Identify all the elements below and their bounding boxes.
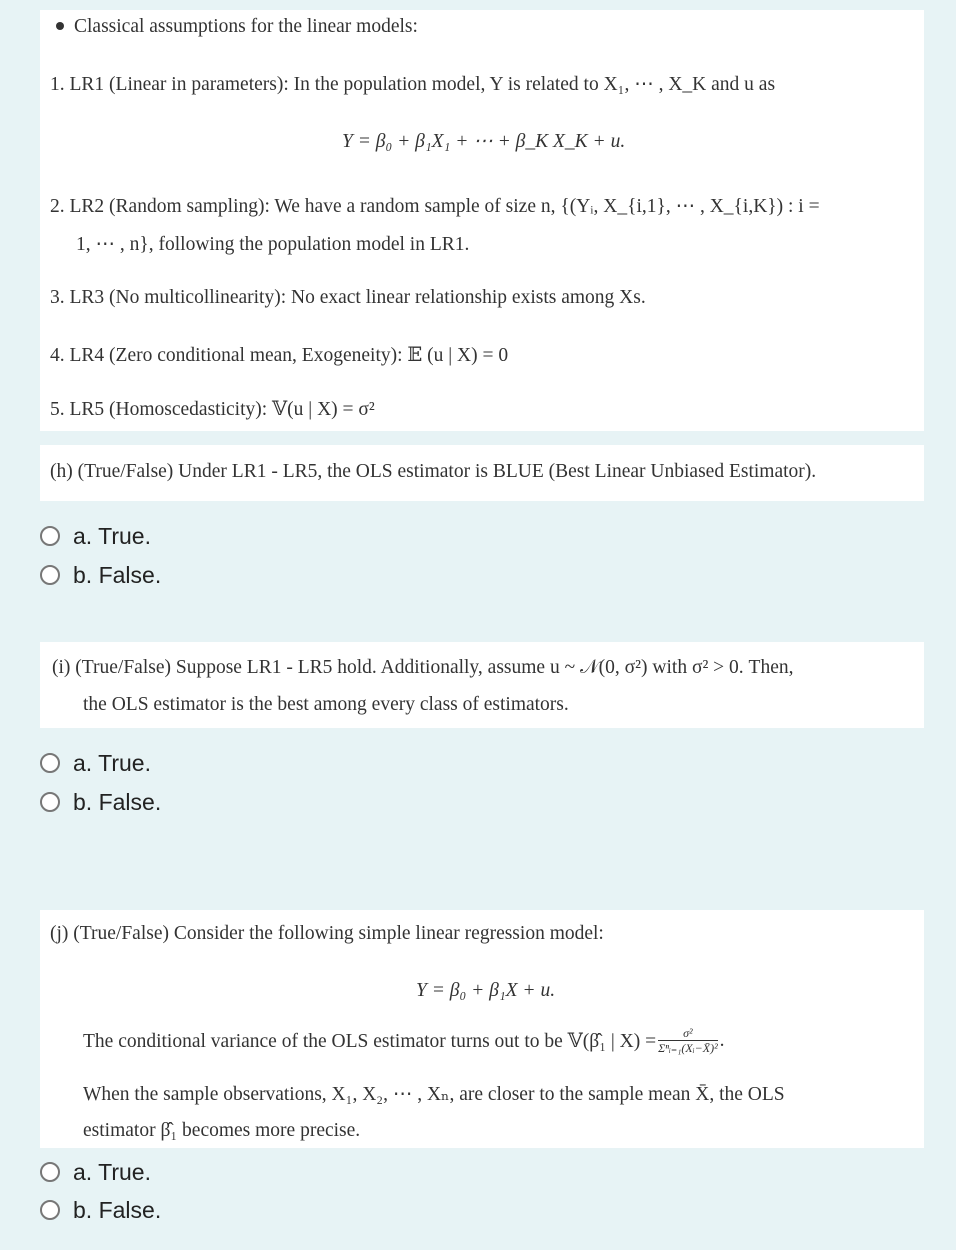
option-label: b. False. xyxy=(73,1196,162,1223)
question-j-line3: When the sample observations, X₁, X₂, ⋯ , Xₙ, are closer to the sample mean X̄, the OLS xyxy=(83,1084,785,1105)
lr3-item xyxy=(50,287,646,309)
question-j-variance-line xyxy=(83,1027,725,1054)
option-label: a. True. xyxy=(73,749,151,776)
lr1-number: 1. xyxy=(50,74,65,95)
option-label: a. True. xyxy=(73,522,151,549)
question-i-line1: (i) (True/False) Suppose LR1 - LR5 hold. Additionally, assume u ~ 𝒩(0, σ²) with σ² > 0. Then, xyxy=(52,657,794,678)
question-j-equation: Y = β₀ + β₁X + u. xyxy=(416,980,556,1001)
fraction-denominator: Σⁿᵢ₌₁(Xᵢ−X̄)² xyxy=(658,1041,718,1055)
question-j-line1: (j) (True/False) Consider the following simple linear regression model: xyxy=(50,923,604,944)
lr5-item xyxy=(50,397,375,421)
lr4-number: 4. xyxy=(50,345,65,366)
radio-button-icon[interactable] xyxy=(40,1162,60,1182)
lr1-equation: Y = β₀ + β₁X₁ + ⋯ + β_K X_K + u. xyxy=(342,131,626,152)
lr1-item xyxy=(50,72,775,96)
lr5-number: 5. xyxy=(50,399,65,420)
question-j-panel xyxy=(40,910,924,1148)
question-h-option-true[interactable] xyxy=(40,521,151,551)
heading-text: Classical assumptions for the linear models: xyxy=(74,16,418,37)
fraction-numerator: σ² xyxy=(658,1027,718,1041)
question-h-panel xyxy=(40,445,924,501)
question-j-option-true[interactable] xyxy=(40,1157,151,1187)
variance-prefix: The conditional variance of the OLS estimator turns out to be 𝕍(β̂₁ | X) = xyxy=(83,1030,657,1052)
lr2-number: 2. xyxy=(50,196,65,217)
lr1-text: LR1 (Linear in parameters): In the population model, Y is related to X₁, ⋯ , X_K and u as xyxy=(69,74,776,95)
lr2-item xyxy=(50,194,820,218)
lr2-line1: LR2 (Random sampling): We have a random sample of size n, {(Yᵢ, X_{i,1}, ⋯ , X_{i,K}) : i = xyxy=(69,196,820,217)
assumptions-panel xyxy=(40,10,924,431)
lr2-line2: 1, ⋯ , n}, following the population model in LR1. xyxy=(76,234,470,255)
assumptions-heading xyxy=(54,16,418,38)
lr5-text: LR5 (Homoscedasticity): 𝕍(u | X) = σ² xyxy=(69,399,375,420)
question-h-option-false[interactable] xyxy=(40,560,161,590)
question-h-text: (h) (True/False) Under LR1 - LR5, the OLS estimator is BLUE (Best Linear Unbiased Estimator). xyxy=(50,461,817,482)
radio-button-icon[interactable] xyxy=(40,565,60,585)
question-j-line4: estimator β̂₁ becomes more precise. xyxy=(83,1120,361,1141)
lr4-text: LR4 (Zero conditional mean, Exogeneity): 𝔼 (u | X) = 0 xyxy=(69,345,509,366)
bullet-icon xyxy=(56,22,64,30)
lr3-number: 3. xyxy=(50,287,65,308)
variance-fraction xyxy=(658,1027,718,1054)
option-label: b. False. xyxy=(73,788,162,815)
lr4-item xyxy=(50,343,508,367)
radio-button-icon[interactable] xyxy=(40,526,60,546)
option-label: a. True. xyxy=(73,1158,151,1185)
question-i-panel xyxy=(40,642,924,728)
radio-button-icon[interactable] xyxy=(40,792,60,812)
lr3-text: LR3 (No multicollinearity): No exact linear relationship exists among Xs. xyxy=(69,287,646,308)
variance-suffix: . xyxy=(719,1029,725,1051)
question-i-option-false[interactable] xyxy=(40,787,161,817)
option-label: b. False. xyxy=(73,561,162,588)
radio-button-icon[interactable] xyxy=(40,1200,60,1220)
radio-button-icon[interactable] xyxy=(40,753,60,773)
question-i-option-true[interactable] xyxy=(40,748,151,778)
question-j-option-false[interactable] xyxy=(40,1195,161,1225)
question-i-line2: the OLS estimator is the best among every class of estimators. xyxy=(83,694,569,715)
